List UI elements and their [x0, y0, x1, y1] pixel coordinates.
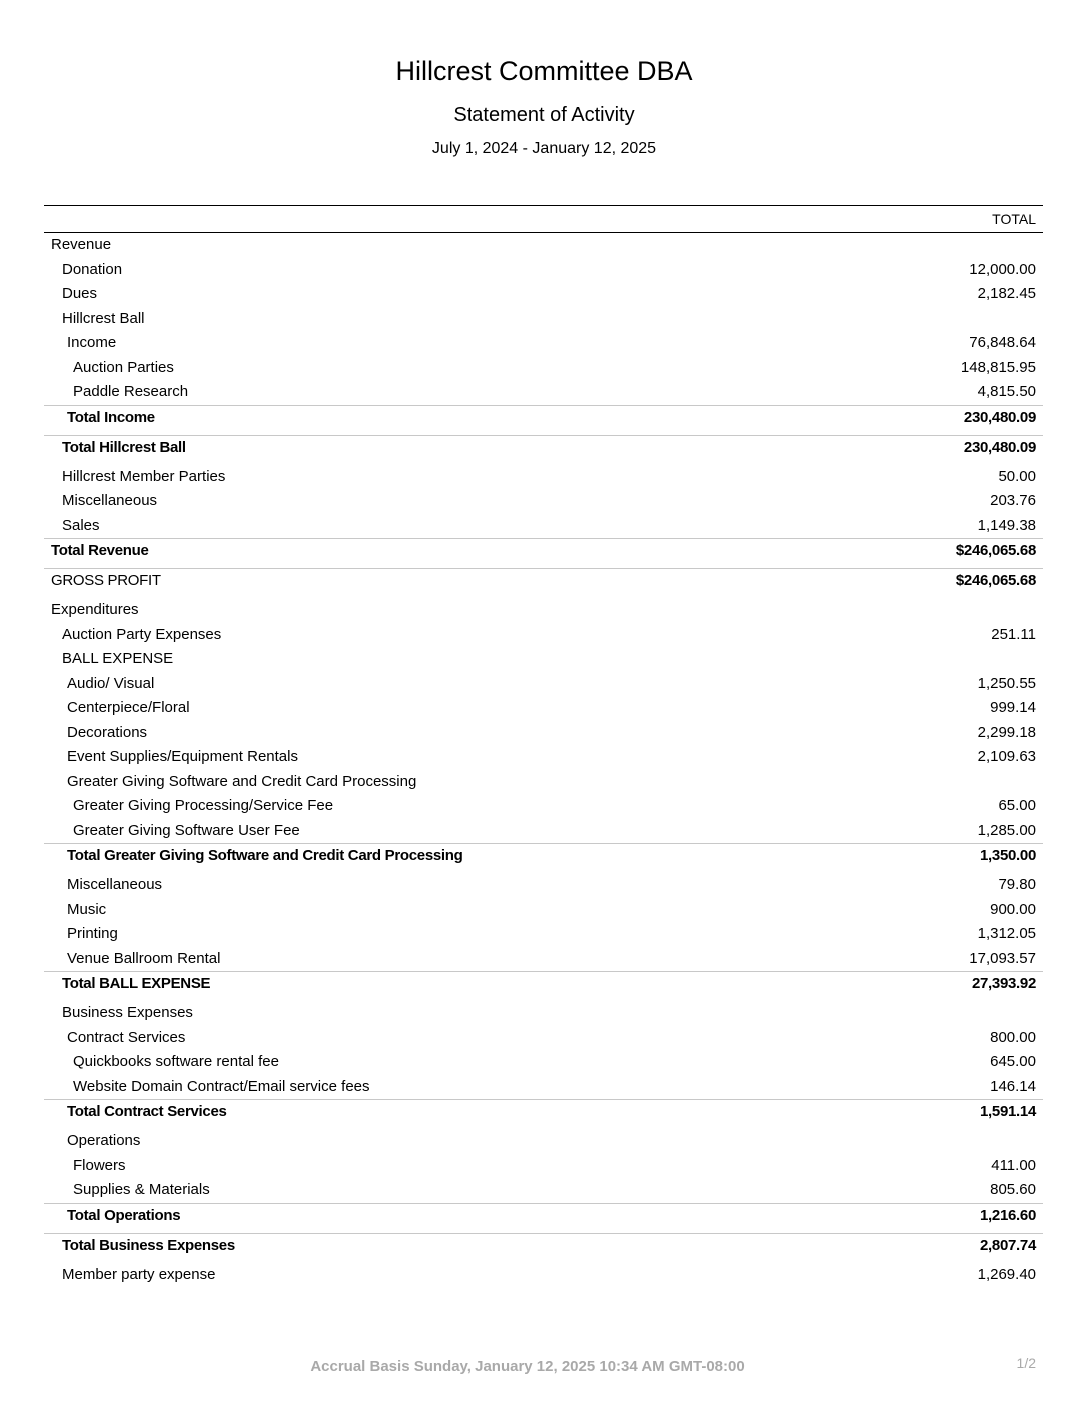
table-row	[44, 1026, 1043, 1051]
row-label: Paddle Research	[73, 383, 189, 400]
column-header	[44, 205, 1043, 233]
table-row	[44, 307, 1043, 332]
table-row	[44, 947, 1043, 972]
row-amount: 2,807.74	[980, 1236, 1036, 1254]
table-row	[44, 721, 1043, 746]
row-label: Total Operations	[67, 1206, 181, 1224]
table-row	[44, 898, 1043, 923]
table-row	[44, 696, 1043, 721]
row-amount: 2,109.63	[977, 748, 1036, 765]
row-label: Greater Giving Software and Credit Card Processing	[67, 772, 417, 790]
row-amount: 148,815.95	[960, 358, 1036, 376]
column-header-total: TOTAL	[992, 211, 1036, 227]
row-amount: 999.14	[990, 699, 1036, 716]
table-row	[44, 819, 1043, 844]
row-label: Venue Ballroom Rental	[67, 949, 221, 967]
row-amount: $246,065.68	[955, 572, 1036, 589]
total-rule	[44, 538, 1043, 539]
row-label: Decorations	[67, 723, 148, 741]
total-row	[44, 843, 1043, 869]
row-amount: 1,250.55	[977, 674, 1036, 692]
row-label: Audio/ Visual	[67, 674, 155, 692]
row-amount: 1,350.00	[980, 847, 1036, 864]
row-label: Hillcrest Ball	[62, 309, 145, 327]
table-row	[44, 598, 1043, 623]
table-row	[44, 623, 1043, 648]
row-amount: 230,480.09	[963, 408, 1036, 426]
total-row	[44, 405, 1043, 431]
total-row	[44, 435, 1043, 461]
row-label: Miscellaneous	[62, 492, 158, 509]
row-label: Auction Party Expenses	[62, 625, 222, 643]
row-amount: $246,065.68	[955, 542, 1036, 559]
row-label: Sales	[62, 516, 100, 534]
row-label: Expenditures	[51, 601, 139, 618]
table-row	[44, 770, 1043, 795]
row-amount: 203.76	[990, 492, 1036, 509]
table-row	[44, 794, 1043, 819]
row-label: Centerpiece/Floral	[67, 699, 190, 716]
table-row	[44, 1154, 1043, 1179]
report-period: July 1, 2024 - January 12, 2025	[431, 140, 657, 157]
row-amount: 2,299.18	[977, 723, 1036, 741]
row-label: Dues	[62, 285, 98, 302]
total-row	[44, 1099, 1043, 1125]
table-row	[44, 331, 1043, 356]
row-amount: 65.00	[998, 797, 1036, 814]
row-label: Music	[67, 900, 107, 918]
row-amount: 79.80	[998, 876, 1036, 893]
row-label: Total Greater Giving Software and Credit Card Processing	[67, 847, 463, 864]
row-label: Auction Parties	[73, 358, 174, 376]
row-label: Miscellaneous	[67, 876, 163, 893]
row-label: BALL EXPENSE	[62, 650, 174, 667]
table-row	[44, 489, 1043, 514]
table-row	[44, 1178, 1043, 1203]
page-number: 1/2	[1016, 1355, 1036, 1371]
row-label: Total Business Expenses	[62, 1236, 235, 1254]
table-row	[44, 465, 1043, 490]
row-label: GROSS PROFIT	[51, 572, 161, 589]
row-label: Total Revenue	[51, 542, 149, 559]
statement-rows	[44, 233, 1043, 1287]
row-label: Contract Services	[67, 1028, 186, 1046]
table-row	[44, 1263, 1043, 1288]
row-label: Income	[67, 334, 117, 351]
row-label: Printing	[67, 925, 118, 942]
row-amount: 17,093.57	[969, 949, 1036, 967]
table-row	[44, 356, 1043, 381]
row-label: Total Contract Services	[67, 1103, 227, 1120]
row-label: Greater Giving Software User Fee	[73, 821, 300, 839]
company-name: Hillcrest Committee DBA	[395, 56, 693, 86]
row-label: Total Hillcrest Ball	[62, 438, 186, 456]
table-row	[44, 380, 1043, 405]
table-row	[44, 647, 1043, 672]
row-label: Total BALL EXPENSE	[62, 975, 211, 992]
row-amount: 146.14	[990, 1077, 1036, 1095]
row-label: Hillcrest Member Parties	[62, 467, 226, 485]
table-row	[44, 1075, 1043, 1100]
row-amount: 230,480.09	[963, 438, 1036, 456]
row-label: Revenue	[51, 236, 112, 253]
row-label: Business Expenses	[62, 1004, 193, 1021]
table-row	[44, 514, 1043, 539]
row-label: Flowers	[73, 1156, 126, 1174]
table-row	[44, 1050, 1043, 1075]
table-row	[44, 922, 1043, 947]
table-row	[44, 873, 1043, 898]
row-amount: 4,815.50	[977, 383, 1036, 400]
total-rule	[44, 405, 1043, 406]
total-rule	[44, 1203, 1043, 1204]
row-label: Total Income	[67, 408, 155, 426]
footer-basis: Accrual Basis Sunday, January 12, 2025 10:34 AM GMT-08:00	[310, 1358, 745, 1375]
row-amount: 76,848.64	[969, 334, 1036, 351]
total-row	[44, 1233, 1043, 1259]
row-label: Greater Giving Processing/Service Fee	[73, 797, 334, 814]
row-amount: 645.00	[990, 1053, 1036, 1070]
row-amount: 805.60	[990, 1181, 1036, 1198]
table-row	[44, 672, 1043, 697]
row-amount: 2,182.45	[977, 285, 1036, 302]
row-amount: 800.00	[990, 1028, 1036, 1046]
total-row	[44, 971, 1043, 997]
total-rule	[44, 568, 1043, 569]
total-row	[44, 538, 1043, 564]
row-amount: 1,216.60	[980, 1206, 1036, 1224]
row-amount: 1,269.40	[977, 1265, 1036, 1283]
row-label: Operations	[67, 1132, 141, 1149]
table-row	[44, 1129, 1043, 1154]
row-amount: 1,591.14	[980, 1103, 1036, 1120]
total-row	[44, 568, 1043, 594]
row-label: Supplies & Materials	[73, 1181, 210, 1198]
row-amount: 27,393.92	[971, 975, 1036, 992]
row-label: Member party expense	[62, 1265, 216, 1283]
table-row	[44, 233, 1043, 258]
total-rule	[44, 435, 1043, 436]
row-amount: 251.11	[991, 625, 1036, 643]
row-amount: 12,000.00	[969, 260, 1036, 278]
row-amount: 411.00	[991, 1156, 1036, 1174]
table-row	[44, 745, 1043, 770]
total-row	[44, 1203, 1043, 1229]
row-amount: 1,285.00	[977, 821, 1036, 839]
table-row	[44, 282, 1043, 307]
row-amount: 1,312.05	[977, 925, 1036, 942]
row-label: Event Supplies/Equipment Rentals	[67, 748, 298, 765]
row-amount: 50.00	[998, 467, 1036, 485]
row-label: Quickbooks software rental fee	[73, 1053, 279, 1070]
table-row	[44, 1001, 1043, 1026]
report-title: Statement of Activity	[453, 104, 635, 126]
statement-table	[44, 205, 1043, 1287]
row-amount: 1,149.38	[977, 516, 1036, 534]
row-amount: 900.00	[990, 900, 1036, 918]
row-label: Donation	[62, 260, 123, 278]
row-label: Website Domain Contract/Email service fees	[73, 1077, 370, 1095]
table-row	[44, 258, 1043, 283]
